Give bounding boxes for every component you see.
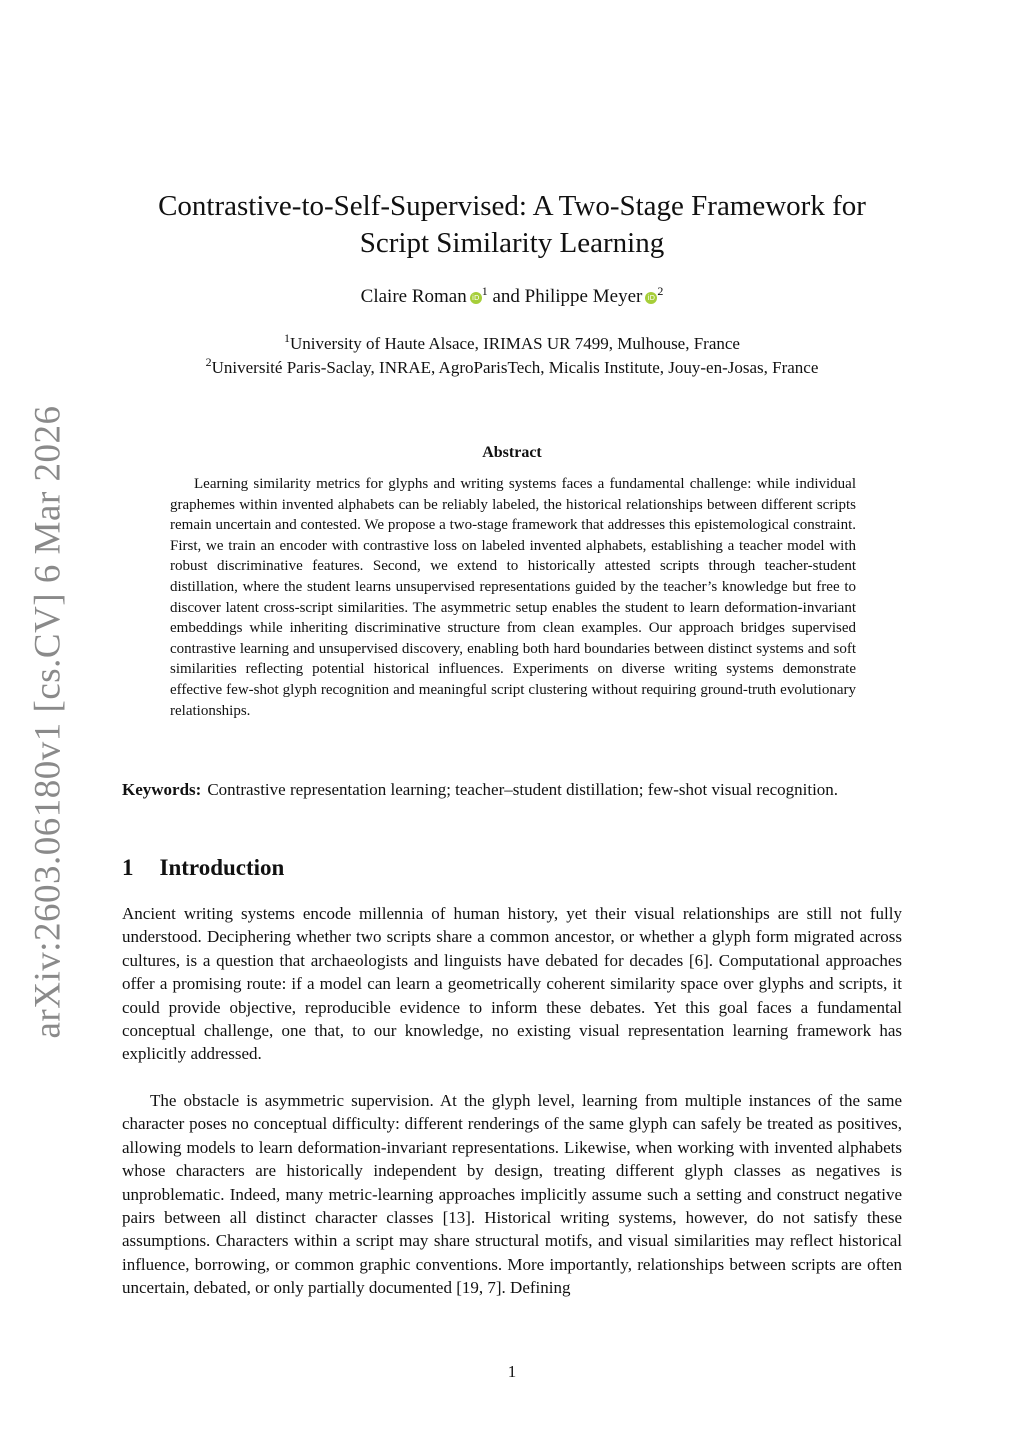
keywords-text: Contrastive representation learning; teacher–student distillation; few-shot visual recognition. bbox=[207, 780, 839, 799]
section-title: Introduction bbox=[159, 855, 285, 880]
author-list bbox=[112, 286, 912, 308]
affiliation-text: University of Haute Alsace, IRIMAS UR 7499, Mulhouse, France bbox=[290, 334, 740, 353]
affiliation bbox=[112, 356, 912, 380]
author-name: Philippe Meyer bbox=[524, 286, 643, 307]
section-heading bbox=[122, 855, 284, 881]
arxiv-identifier-stamp: arXiv:2603.06180v1 [cs.CV] 6 Mar 2026 bbox=[27, 405, 69, 1039]
author-name: Claire Roman bbox=[360, 286, 467, 307]
author-conjunction: and bbox=[492, 286, 520, 307]
author-affiliation-marker: 2 bbox=[657, 284, 664, 298]
affiliation-marker: 2 bbox=[205, 355, 212, 369]
orcid-icon[interactable]: iD bbox=[645, 292, 657, 304]
affiliation-text: Université Paris-Saclay, INRAE, AgroParisTech, Micalis Institute, Jouy-en-Josas, France bbox=[211, 358, 819, 377]
affiliation bbox=[112, 332, 912, 356]
keywords bbox=[122, 778, 902, 802]
page-number: 1 bbox=[507, 1362, 517, 1381]
keywords-label: Keywords: bbox=[122, 780, 202, 799]
body-paragraph: The obstacle is asymmetric supervision. At the glyph level, learning from multiple instances of the same character poses no conceptual difficulty: different renderings of the same glyph can safely be treated as positives, allowing models to learn deformation-invariant representations. Likewise, when working with invented alphabets whose characters are historically independent by design, treating different glyph classes as negatives is unproblematic. Indeed, many metric-learning approaches implicitly assume such a setting and construct negative pairs between all distinct character classes [13]. Historical writing systems, however, do not satisfy these assumptions. Characters within a script may share structural motifs, and visual similarities may reflect historical influence, borrowing, or common graphic conventions. More importantly, relationships between scripts are often uncertain, debated, or only partially documented [19, 7]. Defining bbox=[122, 1091, 902, 1298]
abstract-heading: Abstract bbox=[482, 444, 542, 461]
title-line-2: Script Similarity Learning bbox=[359, 227, 665, 259]
title-line-1: Contrastive-to-Self-Supervised: A Two-Stage Framework for bbox=[158, 190, 866, 222]
abstract-text: Learning similarity metrics for glyphs and writing systems faces a fundamental challenge: while individual graphemes within invented alphabets can be reliably labeled, the historical relationships between different scripts remain uncertain and contested. We propose a two-stage framework that addresses this epistemological constraint. First, we train an encoder with contrastive loss on labeled invented alphabets, establishing a teacher model with robust discriminative features. Second, we extend to historically attested scripts through teacher-student distillation, where the student learns unsupervised representations guided by the teacher’s knowledge but free to discover latent cross-script similarities. The asymmetric setup enables the student to learn deformation-invariant embeddings while inheriting discriminative structure from clean examples. Our approach bridges supervised contrastive learning and unsupervised discovery, enabling both hard boundaries between distinct systems and soft similarities reflecting potential historical influences. Experiments on diverse writing systems demonstrate effective few-shot glyph recognition and meaningful script clustering without requiring ground-truth evolutionary relationships. bbox=[170, 476, 856, 719]
affiliation-list bbox=[112, 332, 912, 380]
orcid-icon[interactable]: iD bbox=[470, 292, 482, 304]
body-paragraph: Ancient writing systems encode millennia of human history, yet their visual relationships are still not fully understood. Deciphering whether two scripts share a common ancestor, or whether a glyph form migrated across cultures, is a question that archaeologists and linguists have debated for decades [6]. Computational approaches offer a promising route: if a model can learn a geometrically coherent similarity space over glyphs and scripts, it could provide objective, reproducible evidence to inform these debates. Yet this goal faces a fundamental conceptual challenge, one that, to our knowledge, no existing visual representation learning framework has explicitly addressed. bbox=[122, 904, 902, 1064]
section-number: 1 bbox=[122, 855, 134, 880]
affiliation-marker: 1 bbox=[284, 331, 291, 345]
paper-title bbox=[112, 188, 912, 262]
author-affiliation-marker: 1 bbox=[481, 284, 488, 298]
